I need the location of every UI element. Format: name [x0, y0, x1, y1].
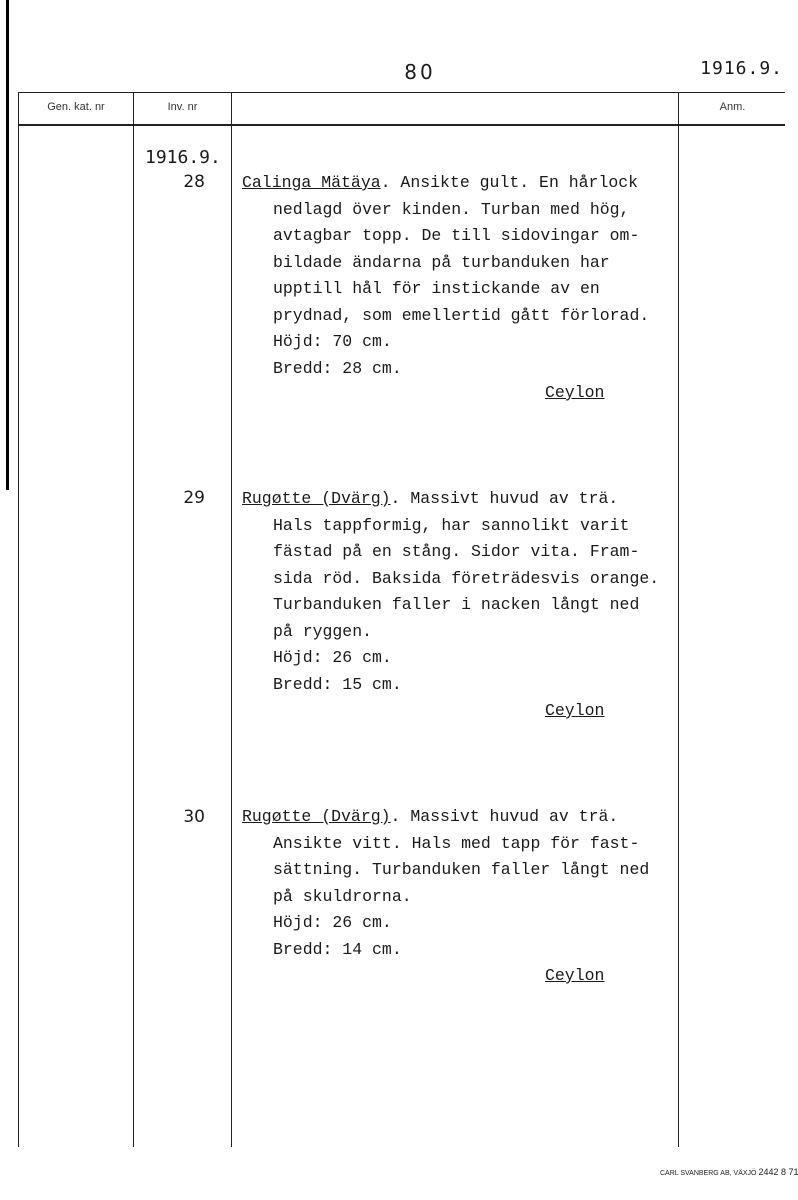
column-divider-left-edge: [18, 92, 19, 1147]
inventory-number: 28: [183, 172, 205, 192]
entry-origin: Ceylon: [545, 966, 605, 985]
form-code: 2442 8 71: [758, 1167, 798, 1177]
entry-title: Calinga Mätäya: [242, 173, 381, 192]
page-number: 80: [404, 60, 436, 84]
column-divider-gen-inv: [133, 92, 134, 1147]
entry-line: Höjd: 26 cm.: [273, 648, 392, 667]
column-header-gen-kat-nr: Gen. kat. nr: [47, 101, 105, 113]
entry-line: . Massivt huvud av trä.: [390, 807, 619, 826]
catalog-entry: [242, 170, 682, 382]
entry-line: Bredd: 15 cm.: [273, 674, 402, 694]
entry-line: Hals tappformig, har sannolikt varit: [273, 515, 630, 535]
column-header-anm: Anm.: [719, 101, 746, 113]
entry-line: . Ansikte gult. En hårlock: [380, 173, 639, 192]
entry-origin: Ceylon: [545, 701, 605, 720]
entry-title: Rugøtte (Dvärg): [242, 807, 391, 826]
entry-line: fästad på en stång. Sidor vita. Fram-: [273, 542, 640, 561]
entry-line: bildade ändarna på turbanduken har: [273, 252, 610, 272]
entry-line: på ryggen.: [273, 621, 373, 641]
entry-line: Höjd: 26 cm.: [273, 913, 392, 932]
entry-line: avtagbar topp. De till sidovingar om-: [273, 226, 640, 245]
entry-line: på skuldrorna.: [273, 886, 412, 906]
entry-origin: Ceylon: [545, 383, 605, 402]
entry-first-line: [242, 486, 682, 513]
entry-first-line: [242, 170, 682, 197]
entry-line: Höjd: 70 cm.: [273, 332, 392, 351]
entry-line: Bredd: 28 cm.: [273, 358, 402, 378]
entry-line: sättning. Turbanduken faller långt ned: [273, 860, 650, 879]
entry-line: Turbanduken faller i nacken långt ned: [273, 595, 640, 614]
inventory-number: 30: [183, 807, 205, 827]
entry-line: nedlagd över kinden. Turban med hög,: [273, 199, 630, 219]
inventory-number: 29: [183, 488, 205, 508]
entry-line: upptill hål för instickande av en: [273, 279, 600, 298]
entry-line: Bredd: 14 cm.: [273, 939, 402, 959]
entry-line: Ansikte vitt. Hals med tapp för fast-: [273, 833, 640, 853]
catalog-entry: [242, 804, 682, 963]
entry-line: . Massivt huvud av trä.: [390, 489, 619, 508]
printer-name: CARL SVANBERG AB, VÄXJÖ: [660, 1170, 757, 1177]
binding-edge-line: [6, 0, 9, 490]
entry-line: sida röd. Baksida företrädesvis orange.: [273, 568, 660, 588]
column-header-inv-nr: Inv. nr: [167, 101, 198, 113]
header-date: 1916.9.: [700, 58, 783, 79]
printer-imprint: [660, 1167, 798, 1177]
entry-first-line: [242, 804, 682, 831]
entry-line: prydnad, som emellertid gått förlorad.: [273, 305, 650, 325]
column-divider-inv-desc: [231, 92, 232, 1147]
catalog-entry: [242, 486, 682, 698]
entry-title: Rugøtte (Dvärg): [242, 489, 391, 508]
inventory-date: 1916.9.: [145, 147, 221, 168]
